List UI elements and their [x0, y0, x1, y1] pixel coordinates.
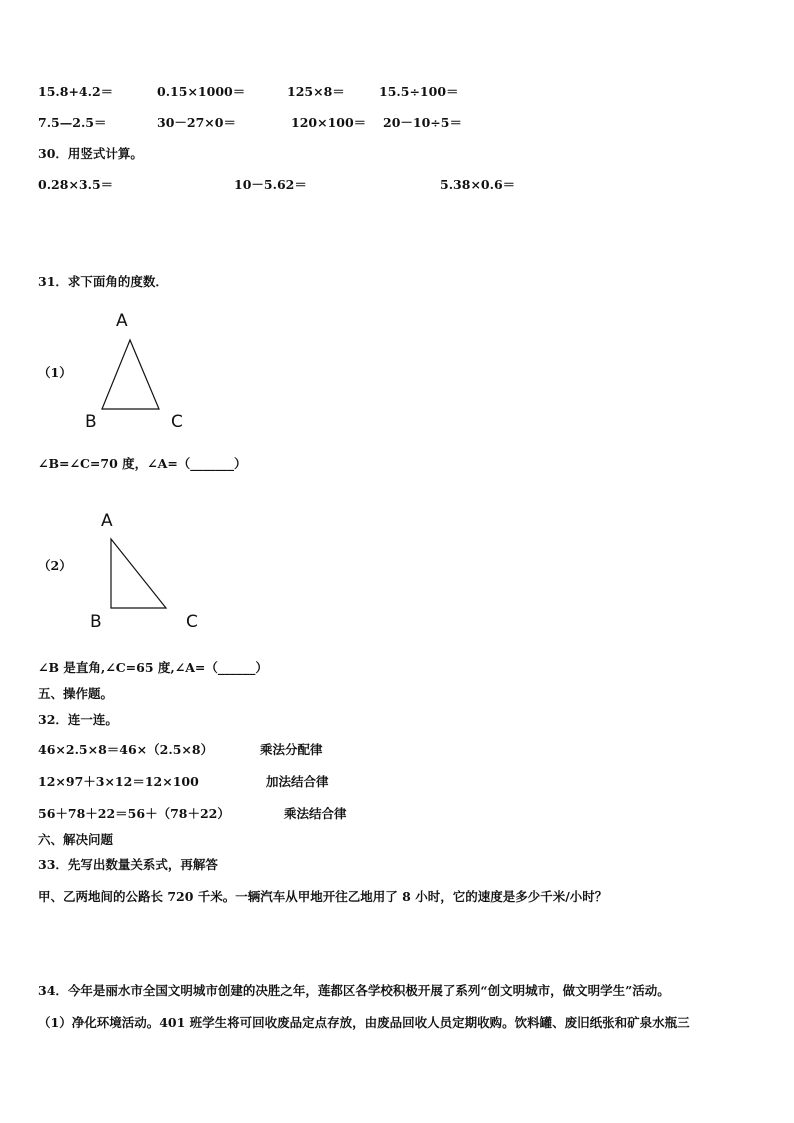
vertical-calc-item: 0.28×3.5＝: [38, 177, 114, 192]
match-left-item: 56＋78＋22＝56＋（78＋22）: [38, 806, 230, 821]
vertex-c-label: C: [186, 612, 198, 632]
vertex-b-label: B: [90, 612, 102, 632]
calc-item: 20－10÷5＝: [383, 115, 462, 130]
figure-1-number: （1）: [38, 365, 72, 380]
calc-item: 30－27×0＝: [157, 115, 236, 130]
match-right-item: 加法结合律: [266, 774, 329, 789]
question-33-text: 甲、乙两地间的公路长 720 千米。一辆汽车从甲地开往乙地用了 8 小时，它的速度是多少千米/小时？: [38, 889, 608, 904]
question-32-title: 32．连一连。: [38, 712, 118, 727]
question-30-title: 30．用竖式计算。: [38, 146, 143, 161]
question-31-1-text: ∠B=∠C=70 度，∠A=（_______）: [38, 456, 247, 471]
vertical-calc-item: 10－5.62＝: [234, 177, 307, 192]
question-34-text: （1）净化环境活动。401 班学生将可回收废品定点存放，由废品回收人员定期收购。饮料罐、废旧纸张和矿泉水瓶三: [38, 1015, 690, 1030]
question-33-title: 33．先写出数量关系式，再解答: [38, 857, 218, 872]
calc-item: 0.15×1000＝: [157, 84, 246, 99]
vertical-calc-item: 5.38×0.6＝: [440, 177, 516, 192]
vertex-b-label: B: [85, 412, 97, 432]
match-right-item: 乘法结合律: [284, 806, 347, 821]
calc-item: 15.5÷100＝: [379, 84, 459, 99]
calc-item: 125×8＝: [287, 84, 345, 99]
vertex-a-label: A: [116, 311, 128, 331]
vertex-c-label: C: [171, 412, 183, 432]
calc-item: 7.5—2.5＝: [38, 115, 107, 130]
question-34-title: 34．今年是丽水市全国文明城市创建的决胜之年，莲都区各学校积极开展了系列“创文明城市，做文明学生”活动。: [38, 983, 670, 998]
figure-2-number: （2）: [38, 558, 72, 573]
section-5-heading: 五、操作题。: [38, 686, 114, 701]
match-left-item: 46×2.5×8＝46×（2.5×8）: [38, 742, 214, 757]
question-31-title: 31．求下面角的度数．: [38, 274, 168, 289]
section-6-heading: 六、解决问题: [38, 832, 114, 847]
calc-item: 120×100＝: [291, 115, 367, 130]
calc-item: 15.8+4.2＝: [38, 84, 114, 99]
match-left-item: 12×97＋3×12＝12×100: [38, 774, 199, 789]
match-right-item: 乘法分配律: [260, 742, 323, 757]
question-31-2-text: ∠B 是直角,∠C=65 度,∠A=（______）: [38, 660, 268, 675]
vertex-a-label: A: [101, 511, 113, 531]
